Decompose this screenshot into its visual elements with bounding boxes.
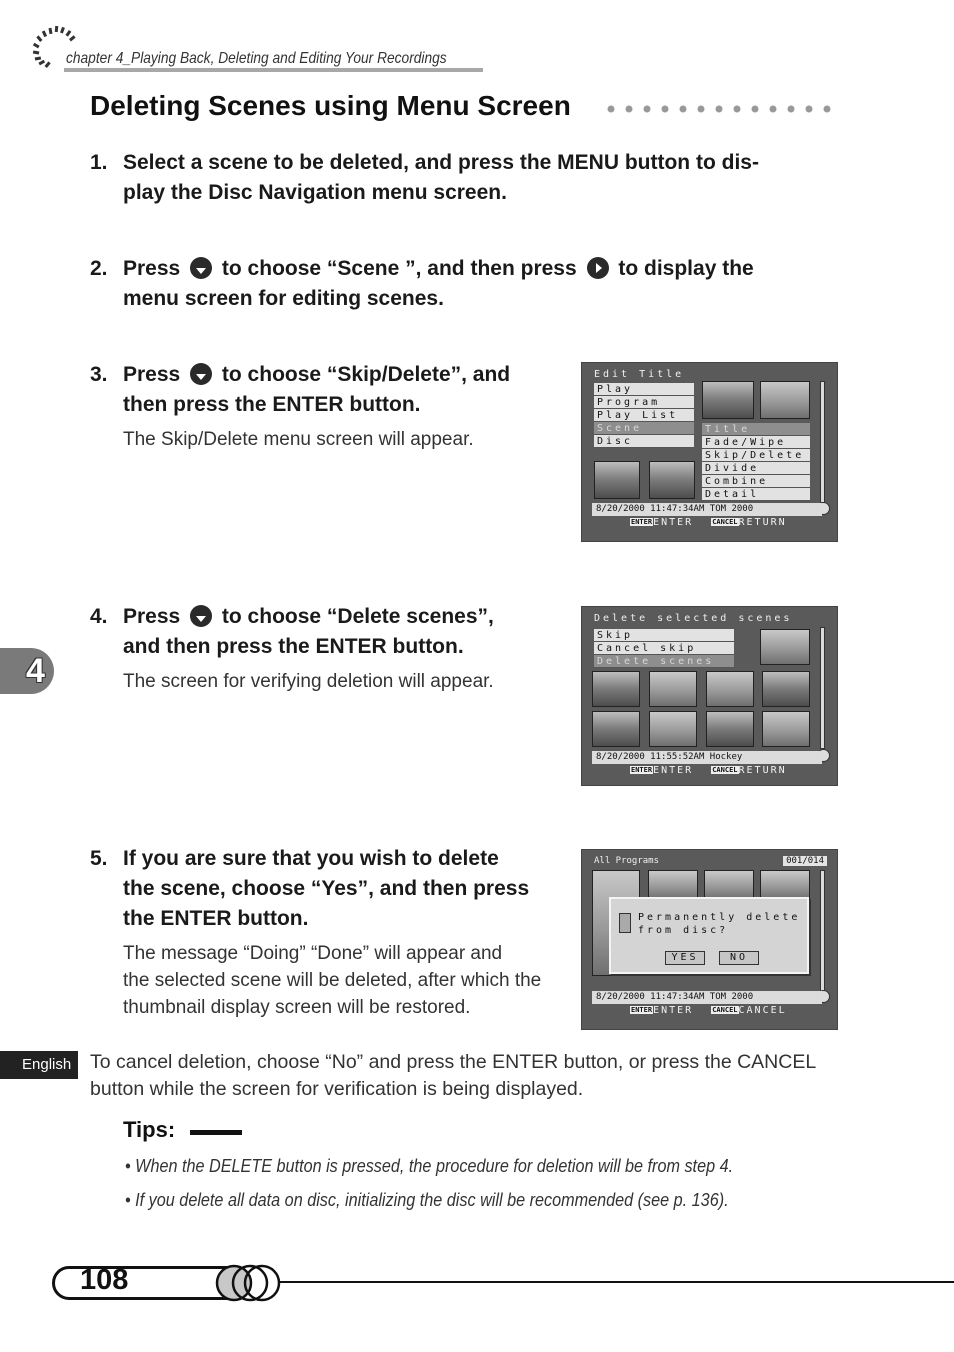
step-text (123, 602, 494, 662)
step-line (123, 254, 754, 284)
step-line: the ENTER button. (123, 907, 309, 930)
screen-title: All Programs (594, 856, 660, 866)
chapter-underline (64, 68, 483, 72)
tips-rule (190, 1130, 242, 1135)
scene-thumbnail (704, 870, 754, 900)
no-button[interactable]: NO (719, 951, 759, 965)
menu-item[interactable]: Program (594, 396, 694, 409)
step-line (123, 360, 510, 390)
chapter-tab-number: 4 (26, 652, 45, 690)
confirm-dialog (609, 897, 809, 974)
tip-text: If you delete all data on disc, initializing the disc will be recommended (see p. 136). (135, 1190, 729, 1210)
scrollbar[interactable] (820, 381, 825, 503)
note-line: the selected scene will be deleted, after which the (123, 970, 542, 991)
dialog-line: Permanently delete (638, 912, 801, 923)
scene-thumbnail (649, 711, 697, 747)
step-text-part: Press (123, 363, 181, 386)
status-bar: 8/20/2000 11:47:34AM TOM 2000 (592, 991, 822, 1004)
note-line: The message “Doing” “Done” will appear and (123, 943, 503, 964)
edit-submenu (702, 423, 810, 501)
step-line: then press the ENTER button. (123, 393, 421, 416)
step-line: and then press the ENTER button. (123, 635, 464, 658)
step-text (123, 360, 510, 420)
delete-menu (594, 629, 734, 668)
scene-thumbnail (649, 461, 695, 499)
menu-item[interactable]: Skip (594, 629, 734, 642)
tips-heading: Tips: (123, 1117, 176, 1142)
scene-thumbnail (706, 671, 754, 707)
right-button-icon (587, 257, 609, 279)
tip-item: • If you delete all data on disc, initializing the disc will be recommended (see p. 136). (125, 1190, 729, 1210)
down-button-icon (190, 605, 212, 627)
step-line (123, 602, 494, 632)
enter-label[interactable]: ENTER (653, 1005, 694, 1016)
step-line: Select a scene to be deleted, and press the MENU button to dis- (123, 151, 759, 174)
submenu-item[interactable]: Title (702, 423, 810, 436)
screen-edit-title (581, 362, 838, 542)
return-label[interactable]: RETURN (738, 765, 787, 776)
scene-thumbnail (648, 870, 698, 900)
main-menu (594, 383, 694, 448)
step-text-part: to choose “Scene ”, and then press (221, 257, 577, 280)
menu-item[interactable]: Play List (594, 409, 694, 422)
menu-item[interactable]: Delete scenes (594, 655, 734, 668)
menu-item[interactable]: Cancel skip (594, 642, 734, 655)
submenu-item[interactable]: Skip/Delete (702, 449, 810, 462)
tip-text: When the DELETE button is pressed, the procedure for deletion will be from step 4. (135, 1156, 734, 1176)
screen-footer (582, 1005, 837, 1016)
cancel-label[interactable]: CANCEL (738, 1005, 787, 1016)
step-text-part: to display the (618, 257, 754, 280)
status-bar: 8/20/2000 11:55:52AM Hockey (592, 751, 822, 764)
program-counter: 001/014 (783, 856, 827, 866)
enter-tag: ENTER (631, 1006, 653, 1014)
screen-title: Delete selected scenes (594, 613, 793, 624)
enter-tag: ENTER (631, 518, 653, 526)
step-text (123, 254, 754, 314)
page-title: Deleting Scenes using Menu Screen (90, 90, 571, 121)
enter-tag: ENTER (631, 766, 653, 774)
step-line: the scene, choose “Yes”, and then press (123, 877, 530, 900)
screen-footer (582, 765, 837, 776)
note-line: thumbnail display screen will be restored. (123, 997, 471, 1018)
step-number: 2. (90, 257, 108, 280)
step-line: If you are sure that you wish to delete (123, 847, 499, 870)
cancel-tag: CANCEL (712, 1006, 738, 1014)
scrollbar[interactable] (820, 870, 825, 992)
step-text-part: Press (123, 257, 181, 280)
page-circles-decoration (214, 1262, 284, 1304)
enter-label[interactable]: ENTER (653, 517, 694, 528)
step-line: menu screen for editing scenes. (123, 287, 444, 310)
scene-thumbnail (762, 671, 810, 707)
scene-thumbnail (649, 671, 697, 707)
down-button-icon (190, 363, 212, 385)
step-number: 1. (90, 151, 108, 174)
scene-thumbnail (706, 711, 754, 747)
footer-rule (278, 1281, 954, 1283)
enter-label[interactable]: ENTER (653, 765, 694, 776)
menu-item[interactable]: Disc (594, 435, 694, 448)
step-4-note: The screen for verifying deletion will appear. (123, 671, 494, 692)
page-number: 108 (80, 1264, 129, 1296)
step-number: 4. (90, 605, 108, 628)
scene-thumbnail (760, 870, 810, 900)
status-bar: 8/20/2000 11:47:34AM TOM 2000 (592, 503, 822, 516)
menu-item[interactable]: Play (594, 383, 694, 396)
yes-button[interactable]: YES (665, 951, 705, 965)
tip-item: • When the DELETE button is pressed, the procedure for deletion will be from step 4. (125, 1156, 734, 1176)
step-number: 5. (90, 847, 108, 870)
step-line: play the Disc Navigation menu screen. (123, 181, 507, 204)
title-dot-leader (606, 103, 842, 115)
chapter-heading: chapter 4_Playing Back, Deleting and Editing Your Recordings (66, 50, 447, 67)
scrollbar[interactable] (820, 627, 825, 749)
submenu-item[interactable]: Divide (702, 462, 810, 475)
scene-thumbnail (592, 711, 640, 747)
dialog-message (638, 911, 800, 937)
submenu-item[interactable]: Combine (702, 475, 810, 488)
step-number: 3. (90, 363, 108, 386)
scene-thumbnail (592, 671, 640, 707)
language-tab: English (0, 1051, 78, 1079)
question-icon (619, 913, 631, 933)
down-button-icon (190, 257, 212, 279)
scene-thumbnail (760, 381, 810, 419)
scene-thumbnail (760, 629, 810, 665)
cancel-tag: CANCEL (712, 518, 738, 526)
screen-title: Edit Title (594, 369, 685, 380)
screen-footer (582, 517, 837, 528)
step-5-note (123, 940, 541, 1021)
menu-item[interactable]: Scene (594, 422, 694, 435)
step-text-part: to choose “Skip/Delete”, and (221, 363, 511, 386)
cancel-note: To cancel deletion, choose “No” and press the ENTER button, or press the CANCEL button while the screen for verification is being displayed. (90, 1051, 816, 1100)
return-label[interactable]: RETURN (738, 517, 787, 528)
dialog-line: from disc? (638, 925, 729, 936)
submenu-item[interactable]: Fade/Wipe (702, 436, 810, 449)
screen-all-programs (581, 849, 838, 1030)
step-3-note: The Skip/Delete menu screen will appear. (123, 429, 474, 450)
cancel-tag: CANCEL (712, 766, 738, 774)
scene-thumbnail (762, 711, 810, 747)
submenu-item[interactable]: Detail (702, 488, 810, 501)
scene-thumbnail (594, 461, 640, 499)
step-text (123, 844, 529, 934)
scene-thumbnail (702, 381, 754, 419)
step-text (123, 148, 759, 208)
step-text-part: Press (123, 605, 181, 628)
step-text-part: to choose “Delete scenes”, (221, 605, 494, 628)
screen-delete-selected (581, 606, 838, 786)
